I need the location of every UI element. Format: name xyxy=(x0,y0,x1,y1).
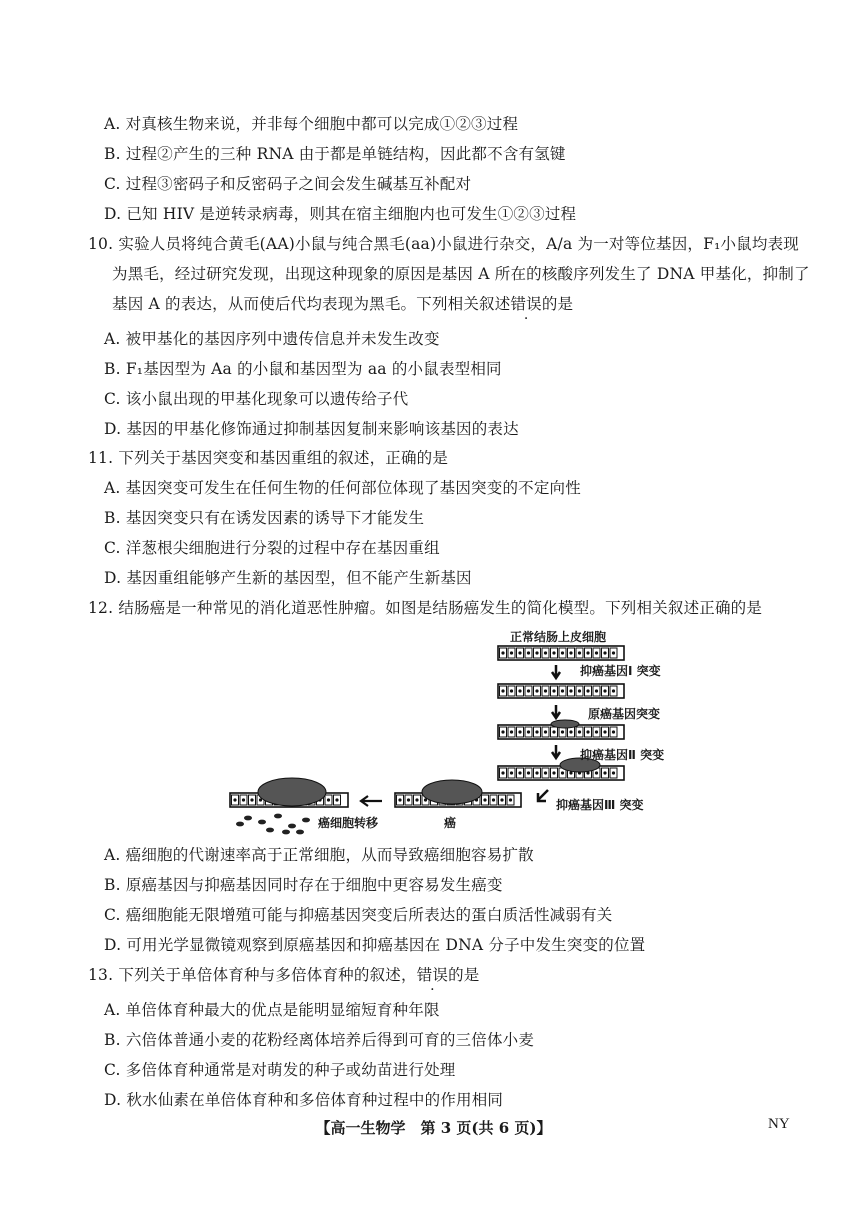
epithelium-cancer-growth xyxy=(422,780,482,804)
page-footer: 【高一生物学 第 3 页(共 6 页)】 xyxy=(315,1119,552,1137)
metastatic-cell xyxy=(274,814,282,819)
epithelium-stage2-nucleus xyxy=(569,730,572,733)
epithelium-normal-nucleus xyxy=(535,651,538,654)
q11-option-a: A. 基因突变可发生在任何生物的任何部位体现了基因突变的不定向性 xyxy=(104,479,581,497)
epithelium-metastasis-growth xyxy=(258,778,326,806)
q12-option-b: B. 原癌基因与抑癌基因同时存在于细胞中更容易发生癌变 xyxy=(104,876,503,894)
paper-code: NY xyxy=(768,1116,790,1132)
epithelium-metastasis-nucleus xyxy=(327,798,330,801)
q13-option-d: D. 秋水仙素在单倍体育种和多倍体育种过程中的作用相同 xyxy=(104,1091,504,1109)
figure-label-step4: 抑癌基因Ⅲ 突变 xyxy=(556,798,644,812)
metastatic-cell xyxy=(296,830,304,835)
arrow-down-1-icon xyxy=(552,665,560,678)
metastatic-cell xyxy=(244,816,252,821)
epithelium-stage3-nucleus xyxy=(518,771,521,774)
epithelium-metastasis-nucleus xyxy=(233,798,236,801)
figure-label-step1: 抑癌基因Ⅰ 突变 xyxy=(580,664,661,678)
q13-emphasis: 错误 xyxy=(416,966,449,984)
epithelium-cancer-nucleus xyxy=(415,798,418,801)
q13-stem-end: 的是 xyxy=(448,966,480,984)
epithelium-cancer-nucleus xyxy=(483,798,486,801)
epithelium-stage2-nucleus xyxy=(595,730,598,733)
epithelium-stage3-nucleus xyxy=(510,771,513,774)
epithelium-normal-nucleus xyxy=(561,651,564,654)
epithelium-normal-nucleus xyxy=(552,651,555,654)
epithelium-metastasis-nucleus xyxy=(250,798,253,801)
q10-stem-line1: 10. 实验人员将纯合黄毛(AA)小鼠与纯合黑毛(aa)小鼠进行杂交，A/a 为一对等位基因，F₁小鼠均表现 xyxy=(88,235,799,253)
epithelium-stage1-nucleus xyxy=(527,689,530,692)
arrow-left-icon xyxy=(361,796,382,806)
q13-option-a: A. 单倍体育种最大的优点是能明显缩短育种年限 xyxy=(104,1001,440,1019)
q12-option-d: D. 可用光学显微镜观察到原癌基因和抑癌基因在 DNA 分子中发生突变的位置 xyxy=(104,936,646,954)
figure-label-cancer: 癌 xyxy=(444,816,457,830)
figure-label-step2: 原癌基因突变 xyxy=(588,707,661,721)
epithelium-cancer-nucleus xyxy=(398,798,401,801)
epithelium-stage2-nucleus xyxy=(552,730,555,733)
metastatic-cell xyxy=(258,820,266,825)
q10-option-c: C. 该小鼠出现的甲基化现象可以遗传给子代 xyxy=(104,390,409,408)
q10-option-d: D. 基因的甲基化修饰通过抑制基因复制来影响该基因的表达 xyxy=(104,420,519,438)
epithelium-normal-nucleus xyxy=(569,651,572,654)
q12-option-a: A. 癌细胞的代谢速率高于正常细胞，从而导致癌细胞容易扩散 xyxy=(104,846,534,864)
epithelium-normal-nucleus xyxy=(578,651,581,654)
epithelium-stage3-nucleus xyxy=(544,771,547,774)
epithelium-stage1-nucleus xyxy=(501,689,504,692)
epithelium-stage1-nucleus xyxy=(510,689,513,692)
epithelium-cancer-nucleus xyxy=(509,798,512,801)
epithelium-stage2-nucleus xyxy=(510,730,513,733)
epithelium-stage1-nucleus xyxy=(535,689,538,692)
q13-stem xyxy=(88,963,480,985)
epithelium-normal-nucleus xyxy=(595,651,598,654)
epithelium-cancer-nucleus xyxy=(500,798,503,801)
epithelium-stage1-nucleus xyxy=(561,689,564,692)
epithelium-stage2-growth xyxy=(551,720,579,728)
q11-option-c: C. 洋葱根尖细胞进行分裂的过程中存在基因重组 xyxy=(104,539,440,557)
epithelium-metastasis-nucleus xyxy=(335,798,338,801)
epithelium-normal-nucleus xyxy=(501,651,504,654)
q12-stem: 12. 结肠癌是一种常见的消化道恶性肿瘤。如图是结肠癌发生的简化模型。下列相关叙述正确的是 xyxy=(88,599,763,617)
q9-option-a: A. 对真核生物来说，并非每个细胞中都可以完成①②③过程 xyxy=(104,115,519,133)
epithelium-stage2-nucleus xyxy=(518,730,521,733)
epithelium-stage2-nucleus xyxy=(535,730,538,733)
epithelium-normal-nucleus xyxy=(518,651,521,654)
epithelium-stage3-nucleus xyxy=(535,771,538,774)
epithelium-stage3-nucleus xyxy=(552,771,555,774)
q11-stem: 11. 下列关于基因突变和基因重组的叙述，正确的是 xyxy=(88,449,449,467)
epithelium-stage1-nucleus xyxy=(552,689,555,692)
epithelium-cancer-nucleus xyxy=(492,798,495,801)
epithelium-stage1-nucleus xyxy=(595,689,598,692)
q10-option-b: B. F₁基因型为 Aa 的小鼠和基因型为 aa 的小鼠表型相同 xyxy=(104,360,502,378)
q9-option-c: C. 过程③密码子和反密码子之间会发生碱基互补配对 xyxy=(104,175,472,193)
epithelium-stage2-nucleus xyxy=(612,730,615,733)
epithelium-stage2-nucleus xyxy=(561,730,564,733)
metastatic-cell xyxy=(288,824,296,829)
q10-emphasis: 错误 xyxy=(510,295,542,313)
epithelium-stage2-nucleus xyxy=(578,730,581,733)
q12-option-c: C. 癌细胞能无限增殖可能与抑癌基因突变后所表达的蛋白质活性减弱有关 xyxy=(104,906,613,924)
q10-stem-text: 基因 A 的表达，从而使后代均表现为黑毛。下列相关叙述 xyxy=(112,295,511,313)
epithelium-stage1-nucleus xyxy=(518,689,521,692)
metastatic-cell xyxy=(266,828,274,833)
epithelium-stage2-nucleus xyxy=(501,730,504,733)
epithelium-stage2-nucleus xyxy=(527,730,530,733)
epithelium-stage3-nucleus xyxy=(603,771,606,774)
q9-option-b: B. 过程②产生的三种 RNA 由于都是单链结构，因此都不含有氢键 xyxy=(104,145,566,163)
epithelium-stage2-nucleus xyxy=(603,730,606,733)
q13-option-c: C. 多倍体育种通常是对萌发的种子或幼苗进行处理 xyxy=(104,1061,456,1079)
arrow-down-3-icon xyxy=(552,745,560,758)
figure-label-normal: 正常结肠上皮细胞 xyxy=(510,630,607,644)
q9-option-d: D. 已知 HIV 是逆转录病毒，则其在宿主细胞内也可发生①②③过程 xyxy=(104,205,577,223)
epithelium-stage1-nucleus xyxy=(569,689,572,692)
epithelium-stage2-nucleus xyxy=(544,730,547,733)
epithelium-normal-nucleus xyxy=(510,651,513,654)
epithelium-stage1-nucleus xyxy=(586,689,589,692)
q13-option-b: B. 六倍体普通小麦的花粉经离体培养后得到可育的三倍体小麦 xyxy=(104,1031,535,1049)
epithelium-stage1-nucleus xyxy=(612,689,615,692)
epithelium-stage1-nucleus xyxy=(578,689,581,692)
q11-option-b: B. 基因突变只有在诱发因素的诱导下才能发生 xyxy=(104,509,425,527)
epithelium-stage3-nucleus xyxy=(501,771,504,774)
q11-option-d: D. 基因重组能够产生新的基因型，但不能产生新基因 xyxy=(104,569,472,587)
metastatic-cell xyxy=(236,822,244,827)
epithelium-cancer-nucleus xyxy=(407,798,410,801)
epithelium-stage1-nucleus xyxy=(603,689,606,692)
epithelium-stage1-nucleus xyxy=(544,689,547,692)
q10-option-a: A. 被甲基化的基因序列中遗传信息并未发生改变 xyxy=(104,330,440,348)
epithelium-metastasis-nucleus xyxy=(242,798,245,801)
q10-stem-end: 的是 xyxy=(541,295,574,313)
epithelium-stage2-nucleus xyxy=(586,730,589,733)
figure-label-metastasis: 癌细胞转移 xyxy=(318,816,379,830)
metastatic-cell xyxy=(302,818,310,823)
epithelium-normal-nucleus xyxy=(527,651,530,654)
metastatic-cell xyxy=(282,830,290,835)
epithelium-normal-nucleus xyxy=(603,651,606,654)
epithelium-stage3-nucleus xyxy=(561,771,564,774)
arrow-down-2-icon xyxy=(552,705,560,718)
epithelium-stage3-nucleus xyxy=(527,771,530,774)
epithelium-normal-nucleus xyxy=(612,651,615,654)
epithelium-normal-nucleus xyxy=(586,651,589,654)
q10-stem-line2: 为黑毛，经过研究发现，出现这种现象的原因是基因 A 所在的核酸序列发生了 DNA 甲基化，抑制了 xyxy=(112,265,810,283)
arrow-diag-icon xyxy=(538,790,548,801)
epithelium-stage3-nucleus xyxy=(612,771,615,774)
figure-label-step3: 抑癌基因Ⅱ 突变 xyxy=(580,748,665,762)
epithelium-normal-nucleus xyxy=(544,651,547,654)
epithelium-stage3-nucleus xyxy=(595,771,598,774)
q13-stem-text: 13. 下列关于单倍体育种与多倍体育种的叙述， xyxy=(88,966,417,984)
